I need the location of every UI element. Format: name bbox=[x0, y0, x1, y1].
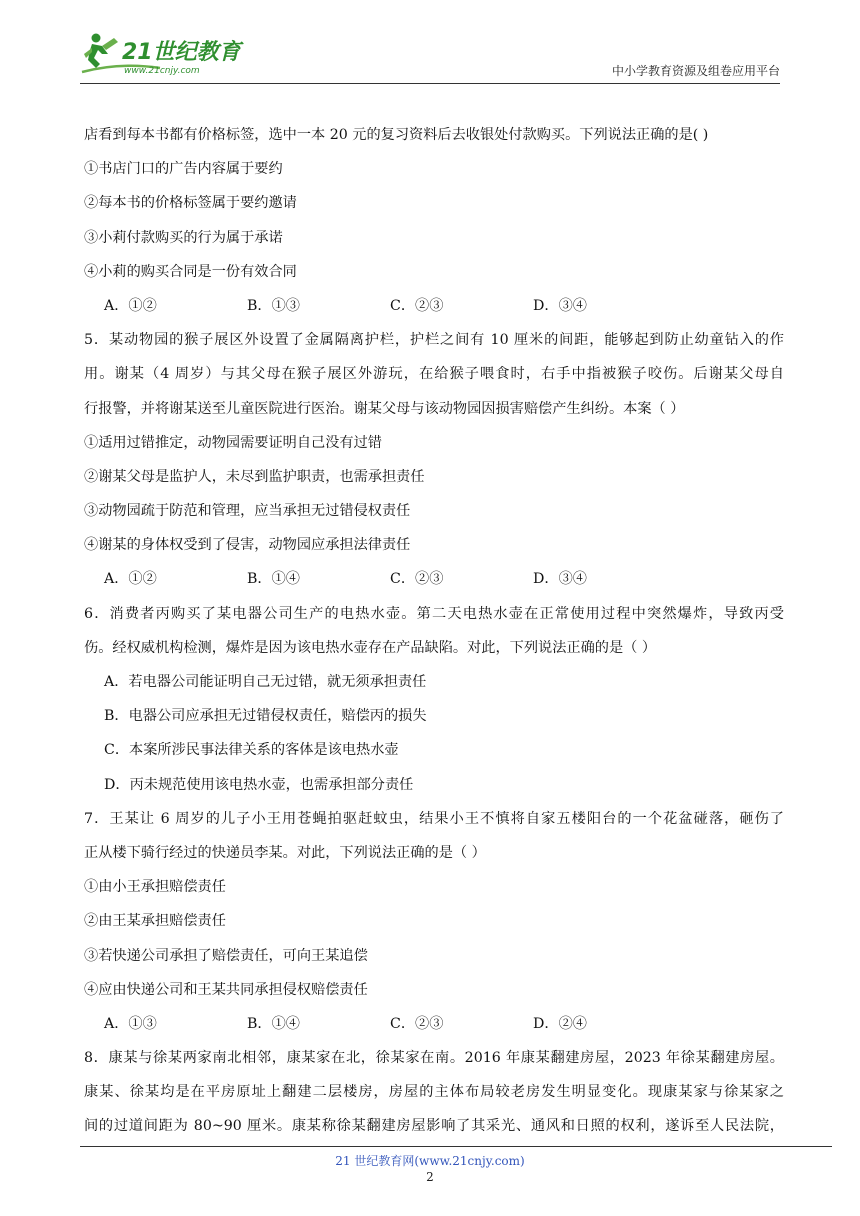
answer-option: A．①③ bbox=[104, 1015, 157, 1032]
answer-option: D．③④ bbox=[533, 297, 587, 314]
text-line: 8．康某与徐某两家南北相邻，康某家在北，徐某家在南。2016 年康某翻建房屋，2023 年徐某翻建房屋。 bbox=[84, 1050, 784, 1067]
site-logo bbox=[80, 28, 250, 78]
text-line: 伤。经权威机构检测，爆炸是因为该电热水壶存在产品缺陷。对此，下列说法正确的是（ ） bbox=[84, 639, 657, 656]
answer-option: B．①③ bbox=[247, 297, 300, 314]
text-line: 6．消费者丙购买了某电器公司生产的电热水壶。第二天电热水壶在正常使用过程中突然爆炸，导致丙受 bbox=[84, 605, 784, 622]
answer-options bbox=[84, 562, 784, 596]
text-line: B．电器公司应承担无过错侵权责任，赔偿丙的损失 bbox=[104, 708, 427, 725]
svg-text:21世纪教育: 21世纪教育 bbox=[122, 40, 241, 65]
answer-option: D．②④ bbox=[533, 1015, 587, 1032]
answer-option: B．①④ bbox=[247, 1015, 300, 1032]
footer-site-link[interactable]: 21 世纪教育网(www.21cnjy.com) bbox=[335, 1154, 525, 1168]
text-line: 用。谢某（4 周岁）与其父母在猴子展区外游玩，在给猴子喂食时，右手中指被猴子咬伤。后谢某父母自 bbox=[84, 366, 784, 383]
text-line: ④谢某的身体权受到了侵害，动物园应承担法律责任 bbox=[84, 537, 411, 554]
answer-option: D．③④ bbox=[533, 571, 587, 588]
text-line: 正从楼下骑行经过的快递员李某。对此，下列说法正确的是（ ） bbox=[84, 844, 486, 861]
answer-option: A．①② bbox=[104, 571, 157, 588]
page-number: 2 bbox=[426, 1170, 434, 1184]
text-line: ④小莉的购买合同是一份有效合同 bbox=[84, 263, 297, 280]
text-line: 间的过道间距为 80~90 厘米。康某称徐某翻建房屋影响了其采光、通风和日照的权利，遂诉至人民法院， bbox=[84, 1118, 784, 1135]
text-line: ②由王某承担赔偿责任 bbox=[84, 913, 226, 930]
answer-option: C．②③ bbox=[390, 571, 444, 588]
answer-option: C．②③ bbox=[390, 1015, 444, 1032]
text-line: ③小莉付款购买的行为属于承诺 bbox=[84, 229, 283, 246]
text-line: 行报警，并将谢某送至儿童医院进行医治。谢某父母与该动物园因损害赔偿产生纠纷。本案（ ） bbox=[84, 400, 685, 417]
text-line: 店看到每本书都有价格标签，选中一本 20 元的复习资料后去收银处付款购买。下列说法正确的是( ) bbox=[84, 127, 709, 143]
header-divider bbox=[80, 83, 780, 84]
text-line: ①适用过错推定，动物园需要证明自己没有过错 bbox=[84, 434, 382, 451]
text-line: A．若电器公司能证明自己无过错，就无须承担责任 bbox=[104, 674, 427, 690]
answer-option: B．①④ bbox=[247, 571, 300, 588]
text-line: ②每本书的价格标签属于要约邀请 bbox=[84, 195, 297, 212]
text-line: 康某、徐某均是在平房原址上翻建二层楼房，房屋的主体布局较老房发生明显变化。现康某家与徐某家之 bbox=[84, 1084, 784, 1101]
page-header bbox=[80, 28, 780, 84]
text-line: ③若快递公司承担了赔偿责任，可向王某追偿 bbox=[84, 947, 368, 964]
platform-title: 中小学教育资源及组卷应用平台 bbox=[611, 64, 780, 78]
text-line: D．丙未规范使用该电热水壶，也需承担部分责任 bbox=[104, 776, 414, 793]
answer-option: A．①② bbox=[104, 297, 157, 314]
answer-option: C．②③ bbox=[390, 297, 444, 314]
text-line: ①书店门口的广告内容属于要约 bbox=[84, 161, 283, 178]
text-line: 7．王某让 6 周岁的儿子小王用苍蝇拍驱赶蚊虫，结果小王不慎将自家五楼阳台的一个花盆碰落，砸伤了 bbox=[84, 810, 784, 827]
text-line: C．本案所涉民事法律关系的客体是该电热水壶 bbox=[104, 742, 399, 759]
answer-options bbox=[84, 1007, 784, 1041]
footer-divider bbox=[80, 1146, 832, 1147]
svg-text:www.21cnjy.com: www.21cnjy.com bbox=[124, 66, 200, 76]
text-line: ④应由快递公司和王某共同承担侵权赔偿责任 bbox=[84, 981, 368, 998]
document-body bbox=[84, 118, 784, 1144]
text-line: ③动物园疏于防范和管理，应当承担无过错侵权责任 bbox=[84, 503, 411, 520]
text-line: ①由小王承担赔偿责任 bbox=[84, 879, 226, 896]
answer-options bbox=[84, 289, 784, 323]
text-line: 5．某动物园的猴子展区外设置了金属隔离护栏，护栏之间有 10 厘米的间距，能够起到防止幼童钻入的作 bbox=[84, 332, 784, 349]
text-line: ②谢某父母是监护人，未尽到监护职责，也需承担责任 bbox=[84, 468, 425, 485]
